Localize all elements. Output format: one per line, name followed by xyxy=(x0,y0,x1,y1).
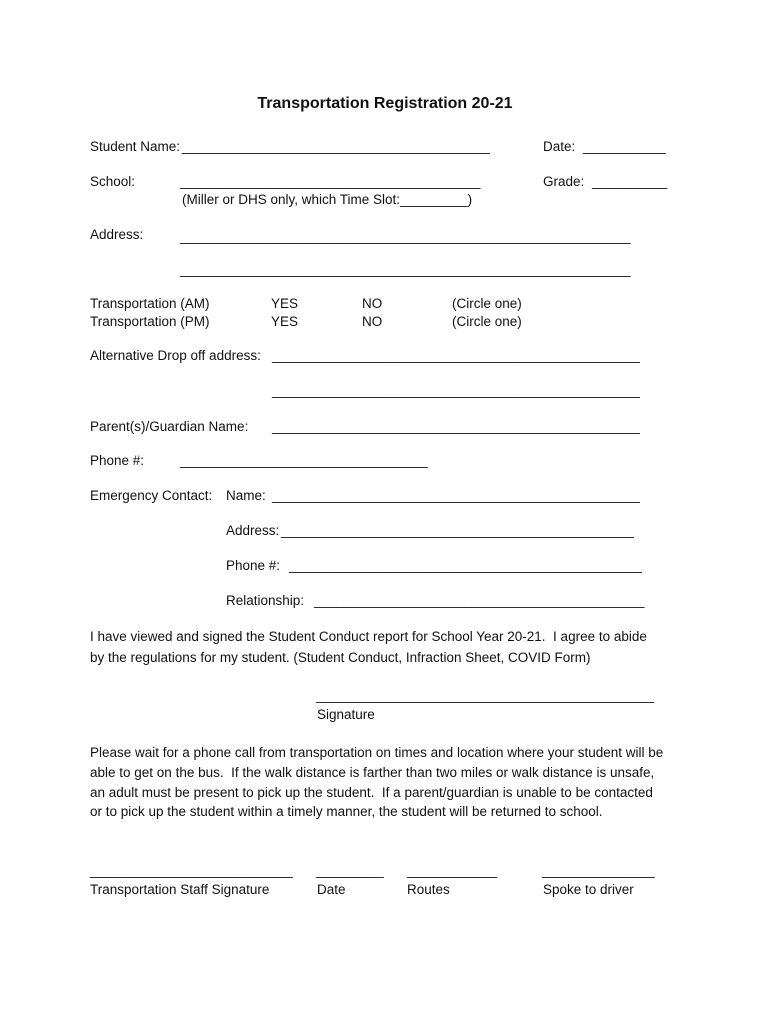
ec-relationship-label: Relationship: xyxy=(226,593,305,608)
grade-field[interactable]: __________ xyxy=(592,174,668,189)
transport-am-circle-note: (Circle one) xyxy=(452,296,522,311)
guardian-field[interactable]: _________________________________________________ xyxy=(272,419,640,434)
student-name-label: Student Name: xyxy=(90,139,181,154)
grade-label: Grade: xyxy=(543,174,585,189)
alt-dropoff-field-2[interactable]: _________________________________________________ xyxy=(272,383,640,398)
ec-phone-label: Phone #: xyxy=(226,558,281,573)
notice-line-4: or to pick up the student within a timely manner, the student will be returned to school. xyxy=(90,804,603,819)
transport-am-yes[interactable]: YES xyxy=(271,296,299,311)
ec-name-field[interactable]: _________________________________________________ xyxy=(272,488,640,503)
staff-date-label: Date xyxy=(317,882,346,897)
ec-name-label: Name: xyxy=(226,488,266,503)
spoke-to-driver-label: Spoke to driver xyxy=(543,882,634,897)
school-note: (Miller or DHS only, which Time Slot:_________) xyxy=(182,192,473,207)
staff-signature-field[interactable]: ___________________________ xyxy=(90,863,293,878)
conduct-statement-line-2: by the regulations for my student. (Student Conduct, Infraction Sheet, COVID Form) xyxy=(90,650,591,665)
notice-line-3: an adult must be present to pick up the student. If a parent/guardian is unable to be contacted xyxy=(90,785,653,800)
transport-pm-no[interactable]: NO xyxy=(362,314,383,329)
alt-dropoff-label: Alternative Drop off address: xyxy=(90,348,261,363)
school-label: School: xyxy=(90,174,136,189)
address-label: Address: xyxy=(90,227,144,242)
date-label: Date: xyxy=(543,139,576,154)
signature-field[interactable]: _____________________________________________ xyxy=(316,688,654,703)
transport-pm-yes[interactable]: YES xyxy=(271,314,299,329)
address-field-2[interactable]: ____________________________________________________________ xyxy=(180,262,631,277)
ec-phone-field[interactable]: _______________________________________________ xyxy=(289,558,642,573)
student-name-field[interactable]: _________________________________________ xyxy=(182,139,490,154)
transport-pm-circle-note: (Circle one) xyxy=(452,314,522,329)
spoke-to-driver-field[interactable]: _______________ xyxy=(542,863,655,878)
conduct-statement-line-1: I have viewed and signed the Student Conduct report for School Year 20-21. I agree to abide xyxy=(90,629,647,644)
staff-date-field[interactable]: _________ xyxy=(316,863,384,878)
routes-field[interactable]: ____________ xyxy=(407,863,498,878)
notice-line-2: able to get on the bus. If the walk distance is farther than two miles or walk distance is unsafe, xyxy=(90,765,655,780)
routes-label: Routes xyxy=(407,882,450,897)
guardian-label: Parent(s)/Guardian Name: xyxy=(90,419,249,434)
ec-address-field[interactable]: _______________________________________________ xyxy=(281,523,634,538)
transport-am-label: Transportation (AM) xyxy=(90,296,210,311)
school-field[interactable]: ________________________________________ xyxy=(180,174,481,189)
phone-field[interactable]: _________________________________ xyxy=(180,453,428,468)
date-field[interactable]: ___________ xyxy=(583,139,666,154)
notice-line-1: Please wait for a phone call from transportation on times and location where your student will be xyxy=(90,745,664,760)
signature-label: Signature xyxy=(317,707,375,722)
phone-label: Phone #: xyxy=(90,453,145,468)
staff-signature-label: Transportation Staff Signature xyxy=(90,882,270,897)
alt-dropoff-field-1[interactable]: _________________________________________________ xyxy=(272,348,640,363)
transport-pm-label: Transportation (PM) xyxy=(90,314,210,329)
ec-relationship-field[interactable]: ____________________________________________ xyxy=(314,593,645,608)
page-title: Transportation Registration 20-21 xyxy=(257,95,513,112)
transport-am-no[interactable]: NO xyxy=(362,296,383,311)
emergency-contact-label: Emergency Contact: xyxy=(90,488,213,503)
address-field-1[interactable]: ____________________________________________________________ xyxy=(180,229,631,244)
ec-address-label: Address: xyxy=(226,523,280,538)
